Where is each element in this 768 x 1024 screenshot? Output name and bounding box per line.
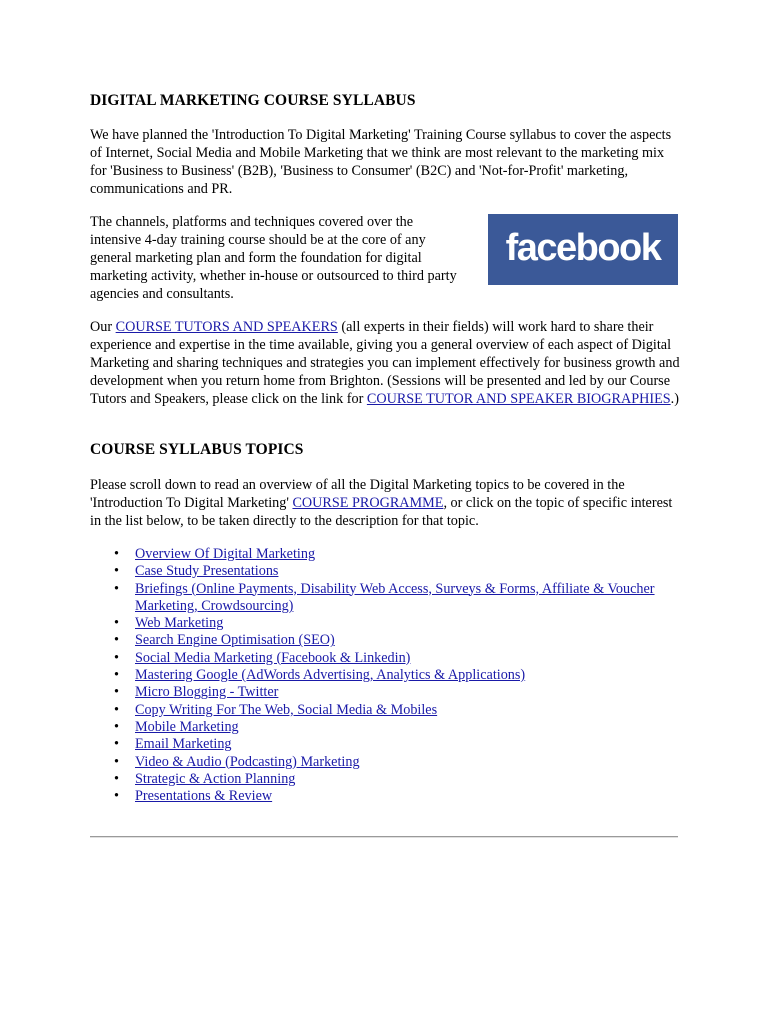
bullet-icon: •: [114, 615, 119, 632]
topic-link[interactable]: Strategic & Action Planning: [135, 770, 296, 787]
bullet-icon: •: [114, 770, 119, 787]
intro-paragraph: We have planned the 'Introduction To Digital Marketing' Training Course syllabus to cover the aspects of Internet, Social Media and Mobile Marketing that we think are most relevant to the marketing mix for 'Business to Business' (B2B), 'Business to Consumer' (B2C) and 'Not-for-Profit' marketing, communications and PR.: [90, 127, 672, 197]
list-item: [90, 684, 680, 701]
topics-intro-paragraph: [90, 476, 680, 530]
facebook-logo: [488, 214, 678, 285]
topic-link[interactable]: Briefings (Online Payments, Disability Web Access, Surveys & Forms, Affiliate & Voucher Marketing, Crowdsourcing): [135, 580, 655, 614]
topics-list: [90, 546, 680, 805]
bullet-icon: •: [114, 546, 119, 562]
bullet-icon: •: [114, 580, 119, 597]
tutors-prefix-text: Our: [90, 319, 116, 335]
bullet-icon: •: [114, 667, 119, 684]
bullet-icon: •: [114, 632, 119, 649]
bullet-icon: •: [114, 718, 119, 735]
list-item: [90, 632, 680, 649]
facebook-logo-text: facebook: [505, 227, 661, 269]
page-title: DIGITAL MARKETING COURSE SYLLABUS: [90, 92, 416, 109]
bullet-icon: •: [114, 736, 119, 753]
topic-link[interactable]: Presentations & Review: [135, 788, 273, 805]
bullet-icon: •: [114, 701, 119, 718]
tutors-middle-text: (all experts in their fields) will work hard to share their experience and expertise in the time available, giving you a general overview of each aspect of Digital Marketing and sharing techniques and strategies you can implement effectively for business growth and development when you return home from Brighton. (Sessions will be presented and led by our Course Tutors and Speakers, please click on the link for: [90, 319, 680, 407]
topic-link[interactable]: Email Marketing: [135, 736, 232, 753]
tutors-suffix-text: .): [670, 391, 679, 407]
list-item: [90, 615, 680, 632]
bullet-icon: •: [114, 649, 119, 666]
bullet-icon: •: [114, 788, 119, 805]
topic-link[interactable]: Social Media Marketing (Facebook & Linkedin): [135, 649, 411, 666]
bullet-icon: •: [114, 753, 119, 770]
topic-link[interactable]: Overview Of Digital Marketing: [135, 546, 316, 562]
topic-link[interactable]: Web Marketing: [135, 615, 224, 632]
topic-link[interactable]: Mobile Marketing: [135, 718, 239, 735]
list-item: [90, 771, 680, 788]
topics-suffix-text: , or click on the topic of specific interest in the list below, to be taken directly to the description for that topic.: [90, 495, 673, 529]
speaker-biographies-link[interactable]: COURSE TUTOR AND SPEAKER BIOGRAPHIES: [366, 391, 671, 407]
topics-prefix-text: Please scroll down to read an overview of all the Digital Marketing topics to be covered in the 'Introduction To Digital Marketing': [90, 477, 625, 511]
list-item: [90, 788, 680, 805]
list-item: [90, 719, 680, 736]
topic-link[interactable]: Search Engine Optimisation (SEO): [135, 632, 335, 649]
topic-link[interactable]: Video & Audio (Podcasting) Marketing: [135, 753, 360, 770]
course-tutors-link[interactable]: COURSE TUTORS AND SPEAKERS: [115, 319, 338, 335]
course-programme-link[interactable]: COURSE PROGRAMME: [292, 495, 444, 511]
horizontal-divider: [90, 836, 678, 838]
list-item: [90, 581, 680, 616]
topic-link[interactable]: Copy Writing For The Web, Social Media & Mobiles: [135, 701, 438, 718]
topics-heading: COURSE SYLLABUS TOPICS: [90, 441, 304, 458]
tutors-paragraph: [90, 318, 680, 408]
list-item: [90, 702, 680, 719]
list-item: [90, 667, 680, 684]
topic-link[interactable]: Mastering Google (AdWords Advertising, Analytics & Applications): [135, 667, 526, 684]
list-item: [90, 650, 680, 667]
bullet-icon: •: [114, 684, 119, 701]
list-item: [90, 563, 680, 580]
topic-link[interactable]: Case Study Presentations: [135, 563, 279, 580]
list-item: [90, 736, 680, 753]
bullet-icon: •: [114, 563, 119, 580]
topic-link[interactable]: Micro Blogging - Twitter: [135, 684, 279, 701]
channels-paragraph: The channels, platforms and techniques covered over the intensive 4-day training course should be at the core of any general marketing plan and form the foundation for digital marketing activity, whether in-house or outsourced to third party agencies and consultants.: [90, 214, 457, 302]
list-item: [90, 546, 680, 563]
list-item: [90, 754, 680, 771]
